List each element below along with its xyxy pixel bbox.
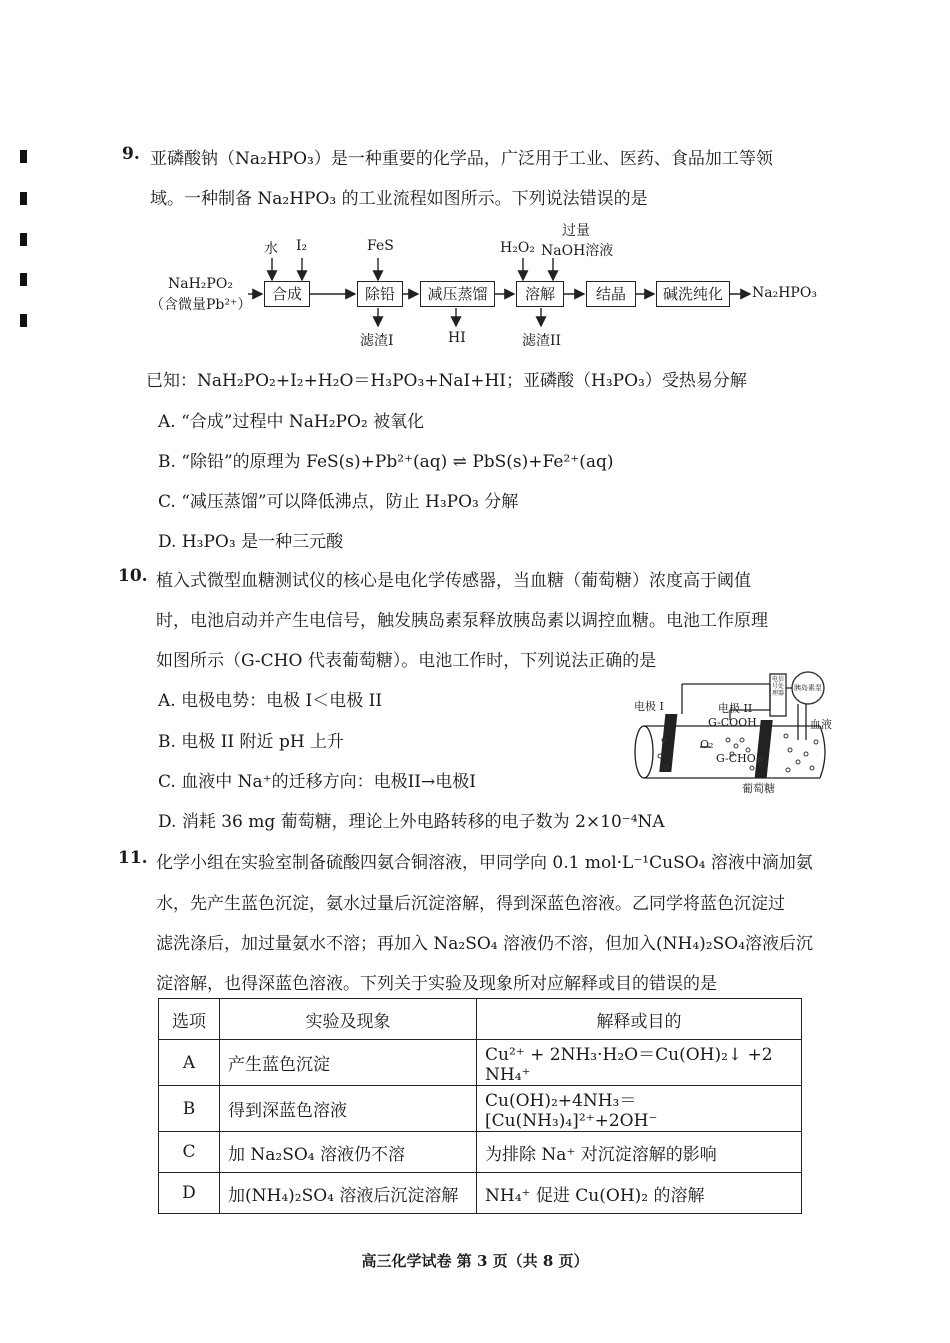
row-experiment: 加(NH₄)₂SO₄ 溶液后沉淀溶解: [220, 1173, 477, 1214]
q9-option-d: D. H₃PO₃ 是一种三元酸: [158, 532, 344, 552]
flow-add-iodine: I₂: [296, 238, 308, 254]
q11-stem-line3: 滤洗涤后，加过量氨水不溶；再加入 Na₂SO₄ 溶液仍不溶，但加入(NH₄)₂SO₄溶液后沉: [156, 934, 814, 954]
q11-stem-line1: 化学小组在实验室制备硫酸四氨合铜溶液，甲同学向 0.1 mol·L⁻¹CuSO₄ 溶液中滴加氨: [156, 853, 813, 873]
flow-step-dissolve: 溶解: [516, 281, 564, 307]
row-experiment: 加 Na₂SO₄ 溶液仍不溶: [220, 1132, 477, 1173]
row-explanation: 为排除 Na⁺ 对沉淀溶解的影响: [477, 1132, 802, 1173]
flow-out-residue2: 滤渣II: [522, 333, 562, 349]
row-experiment: 产生蓝色沉淀: [220, 1040, 477, 1086]
q9-stem-line1: 亚磷酸钠（Na₂HPO₃）是一种重要的化学品，广泛用于工业、医药、食品加工等领: [150, 149, 773, 169]
gcooh-label: G-COOH: [708, 716, 757, 729]
row-option: D: [159, 1173, 220, 1214]
q10-option-c: C. 血液中 Na⁺的迁移方向：电极II→电极I: [158, 772, 476, 792]
glucose-label: 葡萄糖: [742, 782, 775, 795]
q9-number: 9.: [122, 144, 140, 164]
q11-options-table: [158, 998, 802, 1214]
table-header-row: [159, 999, 802, 1040]
q10-option-b: B. 电极 II 附近 pH 上升: [158, 732, 345, 752]
q9-option-c: C. “减压蒸馏”可以降低沸点，防止 H₃PO₃ 分解: [158, 492, 519, 512]
flow-add-naoh: NaOH溶液: [541, 243, 614, 259]
table-row: [159, 1040, 802, 1086]
q11-stem-line4: 淀溶解，也得深蓝色溶液。下列关于实验及现象所对应解释或目的错误的是: [156, 974, 717, 994]
q9-option-a: A. “合成”过程中 NaH₂PO₂ 被氧化: [158, 412, 425, 432]
header-option: 选项: [159, 999, 220, 1040]
q9-flow-diagram: [0, 0, 950, 360]
q10-option-d: D. 消耗 36 mg 葡萄糖，理论上外电路转移的电子数为 2×10⁻⁴NA: [158, 812, 665, 832]
header-explanation: 解释或目的: [477, 999, 802, 1040]
flow-step-alkali-wash: 碱洗纯化: [656, 281, 730, 307]
oxygen-label: O₂: [700, 738, 714, 751]
flow-out-residue1: 滤渣I: [360, 333, 394, 349]
row-option: A: [159, 1040, 220, 1086]
q9-stem-line2: 域。一种制备 Na₂HPO₃ 的工业流程如图所示。下列说法错误的是: [150, 189, 648, 209]
row-explanation: Cu(OH)₂+4NH₃＝[Cu(NH₃)₄]²⁺+2OH⁻: [477, 1086, 802, 1132]
gcho-label: G-CHO: [716, 752, 756, 765]
flow-output: Na₂HPO₃: [752, 285, 817, 301]
row-experiment: 得到深蓝色溶液: [220, 1086, 477, 1132]
q10-number: 10.: [118, 566, 148, 586]
flow-input-note: （含微量Pb²⁺）: [150, 297, 252, 313]
q10-battery-diagram: [630, 670, 835, 800]
q11-number: 11.: [118, 848, 148, 868]
row-explanation: NH₄⁺ 促进 Cu(OH)₂ 的溶解: [477, 1173, 802, 1214]
electrode-1-label: 电极 I: [634, 700, 664, 713]
flow-step-vacuum-distillation: 减压蒸馏: [420, 281, 495, 307]
flow-step-lead-removal: 除铅: [357, 281, 403, 307]
flow-add-water: 水: [264, 241, 278, 257]
table-row: [159, 1132, 802, 1173]
table-row: [159, 1173, 802, 1214]
flow-input: NaH₂PO₂: [168, 276, 233, 292]
electrode-2-label: 电极 II: [718, 702, 753, 715]
flow-out-hi: HI: [448, 330, 466, 346]
q10-stem-line2: 时，电池启动并产生电信号，触发胰岛素泵释放胰岛素以调控血糖。电池工作原理: [156, 611, 768, 631]
row-option: C: [159, 1132, 220, 1173]
q9-known: 已知：NaH₂PO₂+I₂+H₂O＝H₃PO₃+NaI+HI；亚磷酸（H₃PO₃）受热易分解: [146, 371, 747, 391]
q10-stem-line3: 如图所示（G-CHO 代表葡萄糖）。电池工作时，下列说法正确的是: [156, 651, 657, 671]
flow-add-naoh-top: 过量: [562, 223, 590, 239]
q10-option-a: A. 电极电势：电极 I＜电极 II: [158, 691, 383, 711]
flow-add-h2o2: H₂O₂: [500, 240, 535, 256]
page-footer: 高三化学试卷 第 3 页（共 8 页）: [361, 1252, 589, 1270]
header-experiment: 实验及现象: [220, 999, 477, 1040]
table-row: [159, 1086, 802, 1132]
q10-stem-line1: 植入式微型血糖测试仪的核心是电化学传感器，当血糖（葡萄糖）浓度高于阈值: [156, 571, 751, 591]
flow-step-synthesis: 合成: [264, 281, 310, 307]
flow-step-crystallize: 结晶: [586, 281, 636, 307]
row-option: B: [159, 1086, 220, 1132]
processor-label: 电信号处理器: [772, 676, 785, 697]
blood-label: 血液: [810, 718, 832, 731]
insulin-pump-label: 胰岛素泵: [794, 684, 822, 692]
q11-stem-line2: 水，先产生蓝色沉淀，氨水过量后沉淀溶解，得到深蓝色溶液。乙同学将蓝色沉淀过: [156, 894, 785, 914]
q9-option-b: B. “除铅”的原理为 FeS(s)+Pb²⁺(aq) ⇌ PbS(s)+Fe²⁺(aq): [158, 452, 614, 472]
row-explanation: Cu²⁺ + 2NH₃·H₂O＝Cu(OH)₂↓ +2 NH₄⁺: [477, 1040, 802, 1086]
flow-add-fes: FeS: [367, 238, 394, 254]
